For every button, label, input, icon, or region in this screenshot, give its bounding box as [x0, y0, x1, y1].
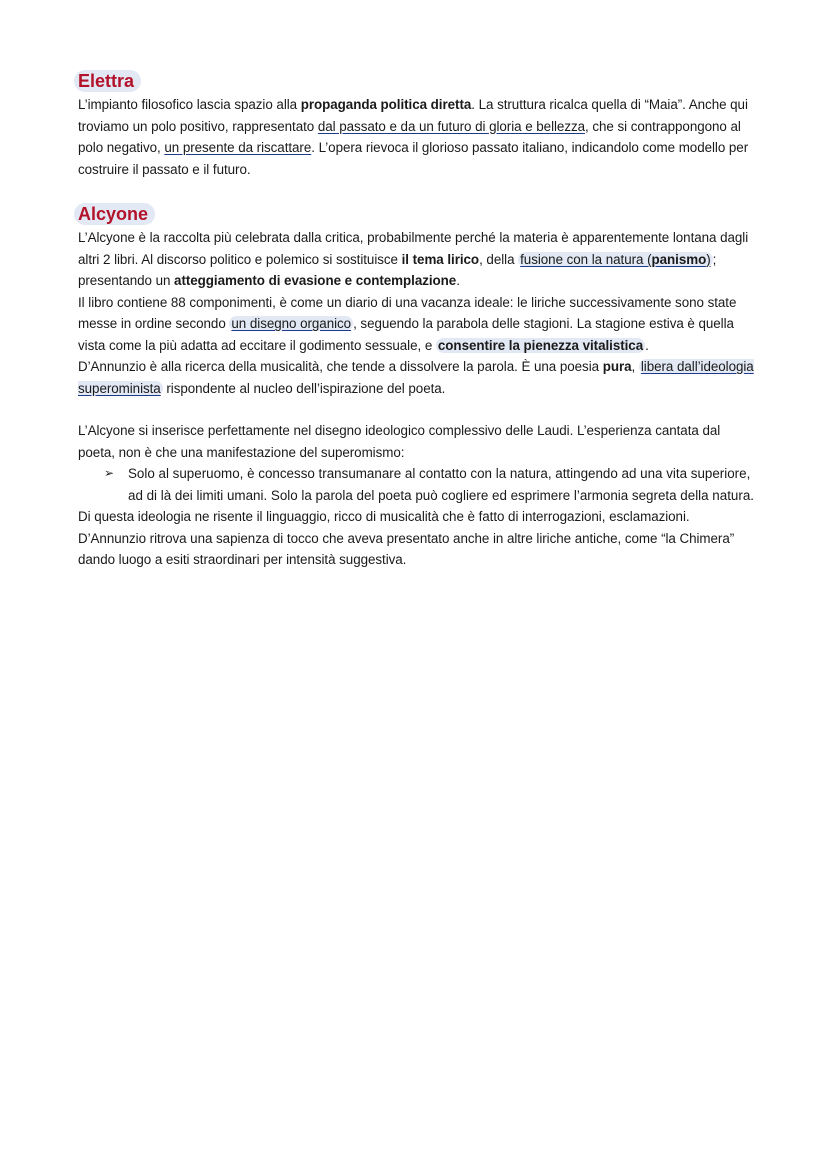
bold-highlight: consentire la pienezza vitalistica	[437, 337, 644, 353]
text-run: , della	[479, 251, 519, 267]
underlined-highlight: libera dall’ideologia superominista	[78, 359, 754, 396]
text-run: L’impianto filosofico lascia spazio alla	[78, 97, 301, 112]
bold-text: pura	[602, 359, 632, 374]
text-run: .	[645, 337, 649, 353]
spacer	[78, 180, 758, 201]
text-run: . La struttura ricalca quella di “Maia”. Anche qui troviamo un polo positivo, rappresentato	[78, 97, 748, 134]
text-run: , che si contrappongono al polo negativo,	[78, 118, 741, 155]
text-run: , seguendo la parabola delle stagioni. La stagione estiva è quella vista come la più adatta ad eccitare il godimento sessuale, e	[78, 316, 734, 353]
section-title-alcyone	[78, 201, 758, 227]
underlined-text: dal passato e da un futuro di gloria e bellezza	[317, 118, 586, 134]
text-run: rispondente al nucleo dell’ispirazione del poeta.	[162, 380, 446, 396]
underlined-text: )	[706, 251, 711, 267]
list-item	[104, 463, 758, 506]
text-run: D’Annunzio è alla ricerca della musicalità, che tende a dissolvere la parola. È una poesia	[78, 359, 603, 374]
bold-text: atteggiamento di evasione e contemplazione	[174, 273, 457, 288]
underlined-text: un presente da riscattare	[164, 140, 312, 155]
section-title-elettra	[78, 68, 758, 94]
text-run: Il libro contiene 88 componimenti, è come un diario di una vacanza ideale: le liriche successivamente sono state messe in ordine secondo	[78, 294, 737, 331]
bold-text: panismo	[651, 251, 707, 267]
paragraph-alcyone-5: Di questa ideologia ne risente il linguaggio, ricco di musicalità che è fatto di interrogazioni, esclamazioni. D’Annunzio ritrova una sapienza di tocco che aveva presentato anche in altre liriche antiche, come “la Chimera” dando luogo a esiti straordinari per intensità suggestiva.	[78, 509, 735, 567]
spacer	[78, 399, 758, 420]
arrow-bullet-icon: ➢	[104, 466, 115, 480]
text-run: . L’opera rievoca il glorioso passato italiano, indicandolo come modello per costruire il passato e il futuro.	[78, 140, 749, 177]
list-item-text: Solo al superuomo, è concesso transumanare al contatto con la natura, attingendo ad una vita superiore, ad di là dei limiti umani. Solo la parola del poeta può cogliere ed esprimere l’armonia segreta della natura.	[128, 466, 754, 503]
text-run: ,	[631, 359, 639, 374]
underlined-highlight	[518, 252, 713, 267]
paragraph-alcyone-4: L’Alcyone si inserisce perfettamente nel disegno ideologico complessivo delle Laudi. L’esperienza cantata dal poeta, non è che una manifestazione del superomismo:	[78, 423, 721, 460]
document-content	[78, 68, 758, 571]
text-run: .	[456, 273, 460, 288]
underlined-text: fusione con la natura (	[520, 251, 652, 267]
paragraph-alcyone-2	[78, 292, 758, 357]
paragraph-elettra	[78, 94, 758, 180]
underlined-highlight: un disegno organico	[231, 316, 352, 331]
section-title-alcyone-text: Alcyone	[74, 203, 155, 225]
text-run: ; presentando un	[78, 251, 717, 288]
text-run: L’Alcyone è la raccolta più celebrata dalla critica, probabilmente perché la materia è apparentemente lontana dagli altri 2 libri. Al discorso politico e polemico si sostituisce	[78, 230, 749, 267]
paragraph-alcyone-3	[78, 356, 758, 399]
paragraph-alcyone-1	[78, 227, 758, 292]
bullet-list	[78, 463, 758, 506]
bold-text: il tema lirico	[401, 251, 480, 267]
section-title-elettra-text: Elettra	[74, 70, 141, 92]
bold-text: propaganda politica diretta	[300, 97, 472, 112]
